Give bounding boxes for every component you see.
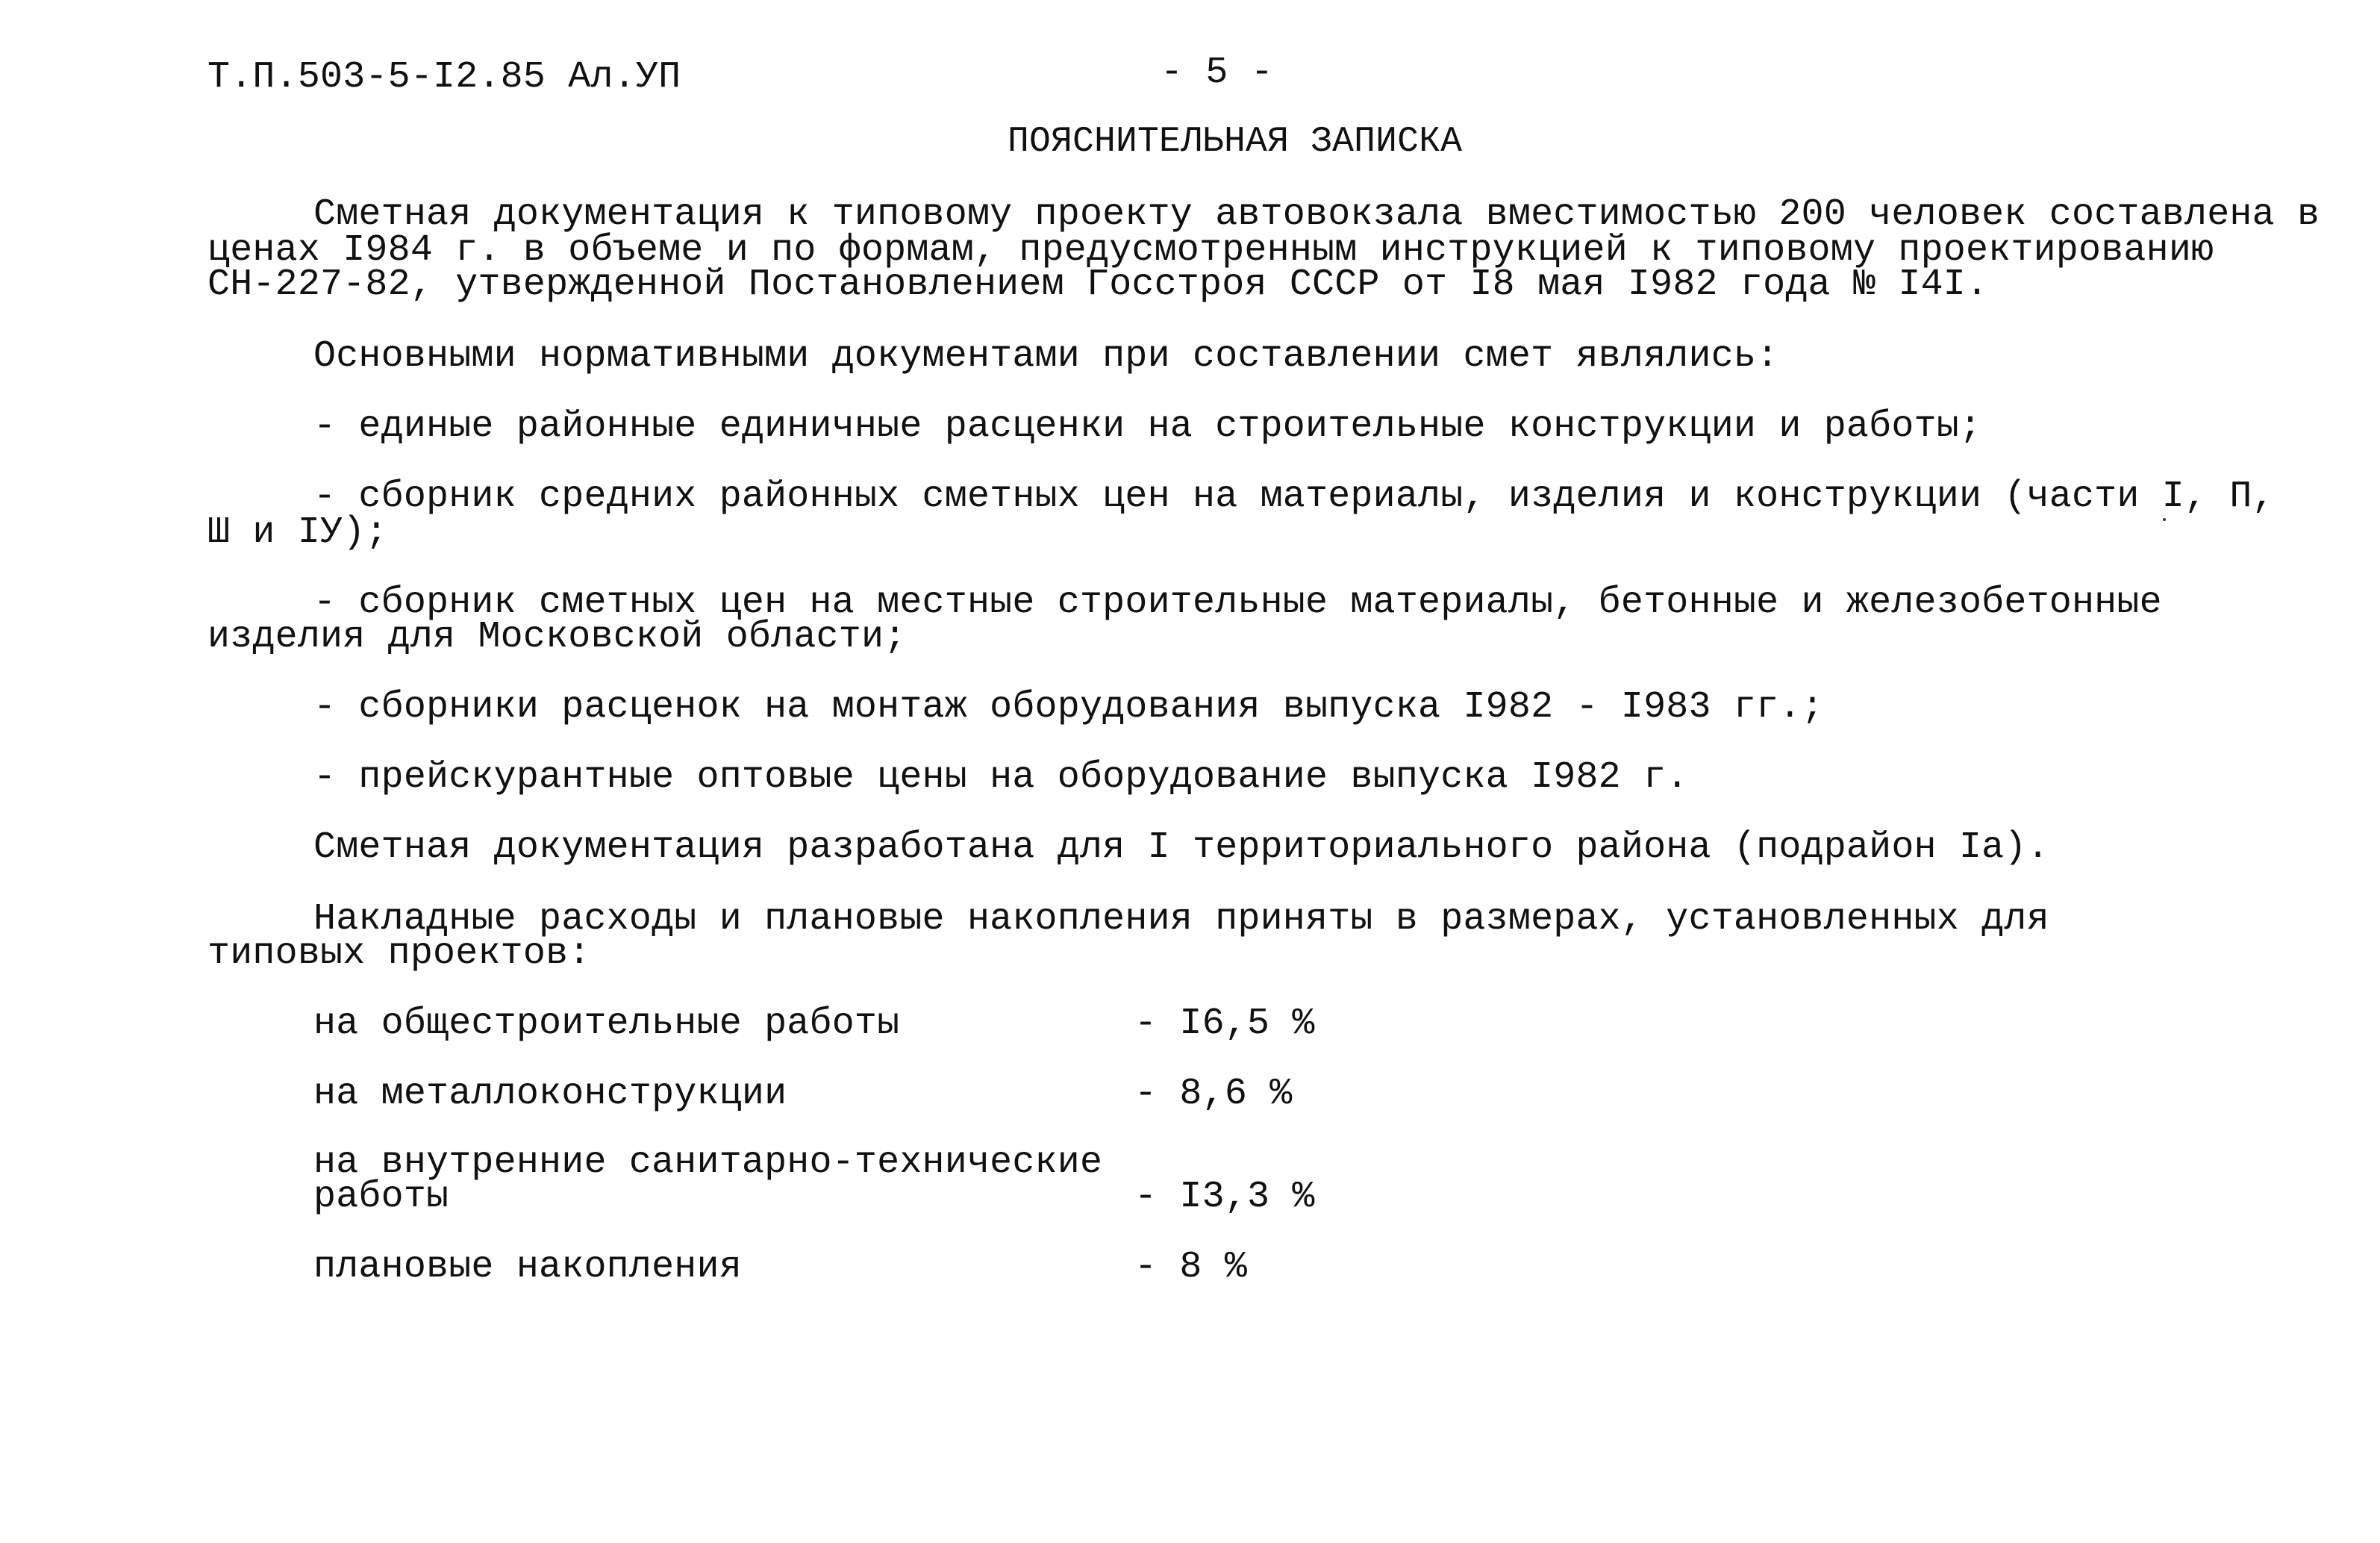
region-note: Сметная документация разработана для I территориального района (подрайон Iа). [313, 826, 2049, 869]
rate-value-planned-savings: - 8 % [1134, 1246, 1248, 1288]
rate-value-general-construction: - I6,5 % [1134, 1003, 1315, 1045]
document-code: Т.П.503-5-I2.85 Ал.УП [207, 56, 681, 99]
bullet-installation-rates: - сборники расценок на монтаж оборудования выпуска I982 - I983 гг.; [313, 686, 1824, 729]
rate-value-metal-structures: - 8,6 % [1134, 1073, 1293, 1115]
overhead-intro-line-1: Накладные расходы и плановые накопления приняты в размерах, установленных для [313, 898, 2049, 941]
overhead-intro-line-2: типовых проектов: [207, 932, 591, 975]
bullet-local-materials-line-2: изделия для Московской области; [207, 616, 907, 658]
intro-line-1: Сметная документация к типовому проекту автовокзала вместимостью 200 человек составлена в [313, 193, 2320, 236]
intro-line-3: СН-227-82, утвержденной Постановлением Госстроя СССР от I8 мая I982 года № I4I. [207, 264, 1989, 306]
rate-label-sanitary-line-2: работы [313, 1176, 449, 1218]
intro-line-2: ценах I984 г. в объеме и по формам, предусмотренным инструкцией к типовому проектированию [207, 229, 2214, 272]
bullet-local-materials-line-1: - сборник сметных цен на местные строительные материалы, бетонные и железобетонные [313, 582, 2162, 624]
bullet-average-prices-line-1: - сборник средних районных сметных цен на материалы, изделия и конструкции (части I, П, [313, 476, 2275, 518]
rate-label-sanitary-line-1: на внутренние санитарно-технические [313, 1141, 1103, 1184]
rate-label-metal-structures: на металлоконструкции [313, 1073, 787, 1115]
rate-label-planned-savings: плановые накопления [313, 1246, 742, 1288]
scan-speck [2163, 518, 2166, 521]
page-number: - 5 - [1161, 52, 1274, 94]
document-title: ПОЯСНИТЕЛЬНАЯ ЗАПИСКА [1008, 122, 1463, 162]
normative-documents-intro: Основными нормативными документами при составлении смет являлись: [313, 335, 1779, 378]
bullet-wholesale-prices: - прейскурантные оптовые цены на оборудование выпуска I982 г. [313, 756, 1689, 799]
bullet-average-prices-line-2: Ш и IУ); [207, 511, 388, 554]
rate-label-general-construction: на общестроительные работы [313, 1003, 900, 1045]
rate-value-sanitary: - I3,3 % [1134, 1176, 1315, 1218]
bullet-unified-rates: - единые районные единичные расценки на строительные конструкции и работы; [313, 405, 1982, 448]
